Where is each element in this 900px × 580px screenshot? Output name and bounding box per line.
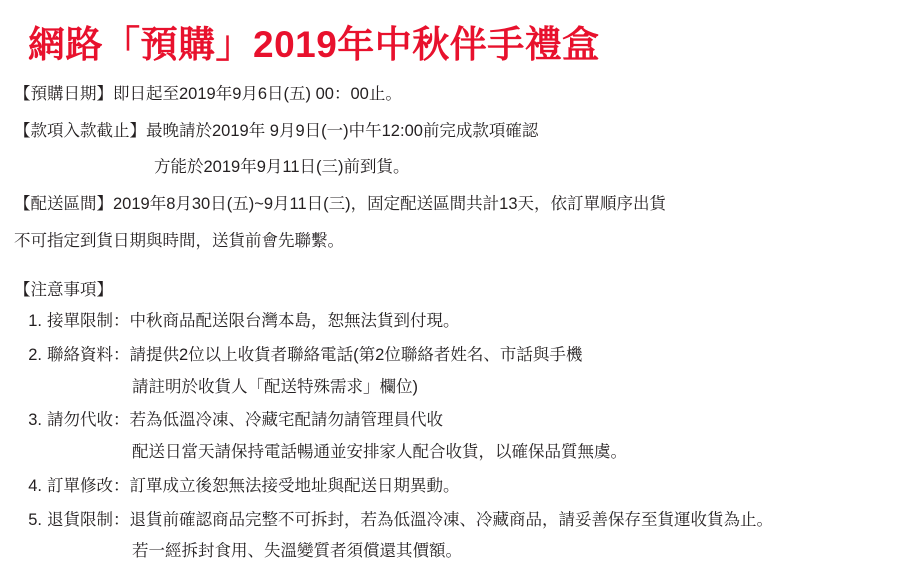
list-item-number: 2. bbox=[28, 345, 42, 364]
list-item-text: 訂單修改：訂單成立後恕無法接受地址與配送日期異動。 bbox=[47, 476, 460, 495]
notice-heading: 【注意事項】 bbox=[14, 281, 113, 300]
list-item-number: 5. bbox=[28, 510, 42, 529]
delivery-window-line: 【配送區間】2019年8月30日(五)~9月11日(三)，固定配送區間共計13天，依訂單順序出貨 bbox=[14, 194, 667, 213]
list-item-text: 退貨限制：退貨前確認商品完整不可拆封，若為低溫冷凍、冷藏商品，請妥善保存至貨運收貨為止。 bbox=[47, 510, 773, 529]
list-item bbox=[14, 408, 886, 465]
list-item bbox=[14, 309, 886, 334]
page-title: 網路「預購」2019年中秋伴手禮盒 bbox=[28, 24, 600, 65]
list-item bbox=[14, 474, 886, 499]
notice-list bbox=[14, 309, 886, 564]
list-item-continuation: 請註明於收貨人「配送特殊需求」欄位) bbox=[132, 377, 418, 396]
payment-deadline-cont-line: 方能於2019年9月11日(三)前到貨。 bbox=[154, 158, 410, 177]
list-item-text: 聯絡資料：請提供2位以上收貨者聯絡電話(第2位聯絡者姓名、市話與手機 bbox=[47, 345, 583, 364]
list-item bbox=[14, 343, 886, 400]
list-item bbox=[14, 508, 886, 565]
list-item-number: 4. bbox=[28, 476, 42, 495]
list-item-continuation: 若一經拆封食用、失溫變質者須償還其價額。 bbox=[132, 542, 462, 561]
list-item-number: 3. bbox=[28, 411, 42, 430]
list-item-number: 1. bbox=[28, 312, 42, 331]
list-item-continuation: 配送日當天請保持電話暢通並安排家人配合收貨，以確保品質無虞。 bbox=[132, 443, 627, 462]
list-item-text: 接單限制：中秋商品配送限台灣本島，恕無法貨到付現。 bbox=[47, 312, 460, 331]
list-item-text: 請勿代收：若為低溫冷凍、冷藏宅配請勿請管理員代收 bbox=[47, 411, 443, 430]
delivery-note-line: 不可指定到貨日期與時間，送貨前會先聯繫。 bbox=[14, 231, 344, 250]
preorder-date-line: 【預購日期】即日起至2019年9月6日(五) 00：00止。 bbox=[14, 85, 402, 104]
payment-deadline-line: 【款項入款截止】最晚請於2019年 9月9日(一)中午12:00前完成款項確認 bbox=[14, 121, 539, 140]
